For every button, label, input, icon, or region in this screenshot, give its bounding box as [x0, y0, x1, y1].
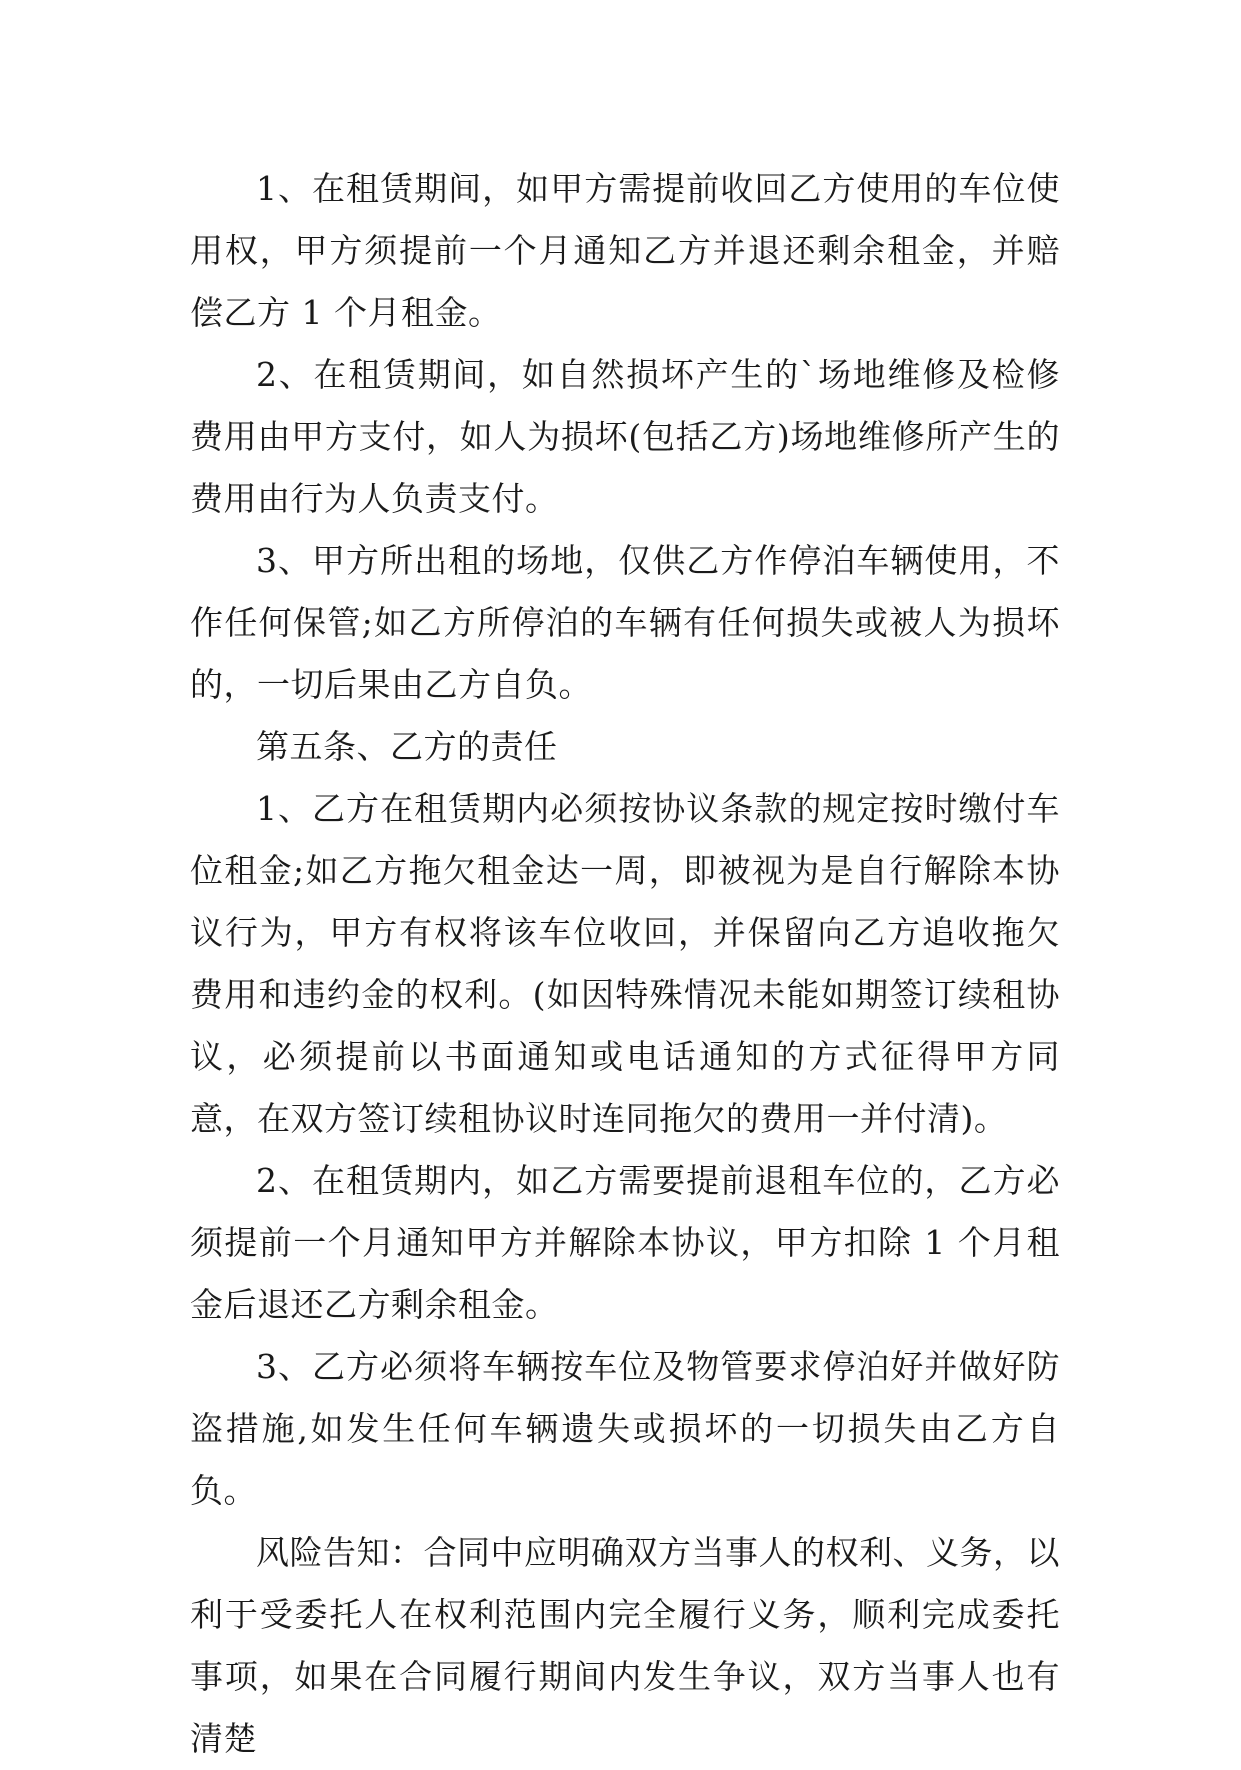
clause-paragraph: 2、在租赁期间，如自然损坏产生的`场地维修及检修费用由甲方支付，如人为损坏(包括乙方)场地维修所产生的费用由行为人负责支付。: [190, 355, 1060, 518]
clause-paragraph: 2、在租赁期内，如乙方需要提前退租车位的，乙方必须提前一个月通知甲方并解除本协议，甲方扣除 1 个月租金后退还乙方剩余租金。: [190, 1161, 1060, 1324]
clause-paragraph: 3、甲方所出租的场地，仅供乙方作停泊车辆使用，不作任何保管;如乙方所停泊的车辆有任何损失或被人为损坏的，一切后果由乙方自负。: [190, 541, 1060, 704]
risk-notice-paragraph: 风险告知：合同中应明确双方当事人的权利、义务，以利于受委托人在权利范围内完全履行义务，顺利完成委托事项，如果在合同履行期间内发生争议，双方当事人也有清楚: [190, 1533, 1060, 1758]
clause-paragraph: 3、乙方必须将车辆按车位及物管要求停泊好并做好防盗措施,如发生任何车辆遗失或损坏的一切损失由乙方自负。: [190, 1347, 1060, 1510]
clause-paragraph: 1、在租赁期间，如甲方需提前收回乙方使用的车位使用权，甲方须提前一个月通知乙方并退还剩余租金，并赔偿乙方 1 个月租金。: [190, 169, 1060, 332]
document-body: [190, 158, 1060, 1770]
section-heading: 第五条、乙方的责任: [256, 727, 558, 766]
clause-paragraph: 1、乙方在租赁期内必须按协议条款的规定按时缴付车位租金;如乙方拖欠租金达一周，即被视为是自行解除本协议行为，甲方有权将该车位收回，并保留向乙方追收拖欠费用和违约金的权利。(如因特殊情况未能如期签订续租协议，必须提前以书面通知或电话通知的方式征得甲方同意，在双方签订续租协议时连同拖欠的费用一并付清)。: [190, 789, 1060, 1138]
